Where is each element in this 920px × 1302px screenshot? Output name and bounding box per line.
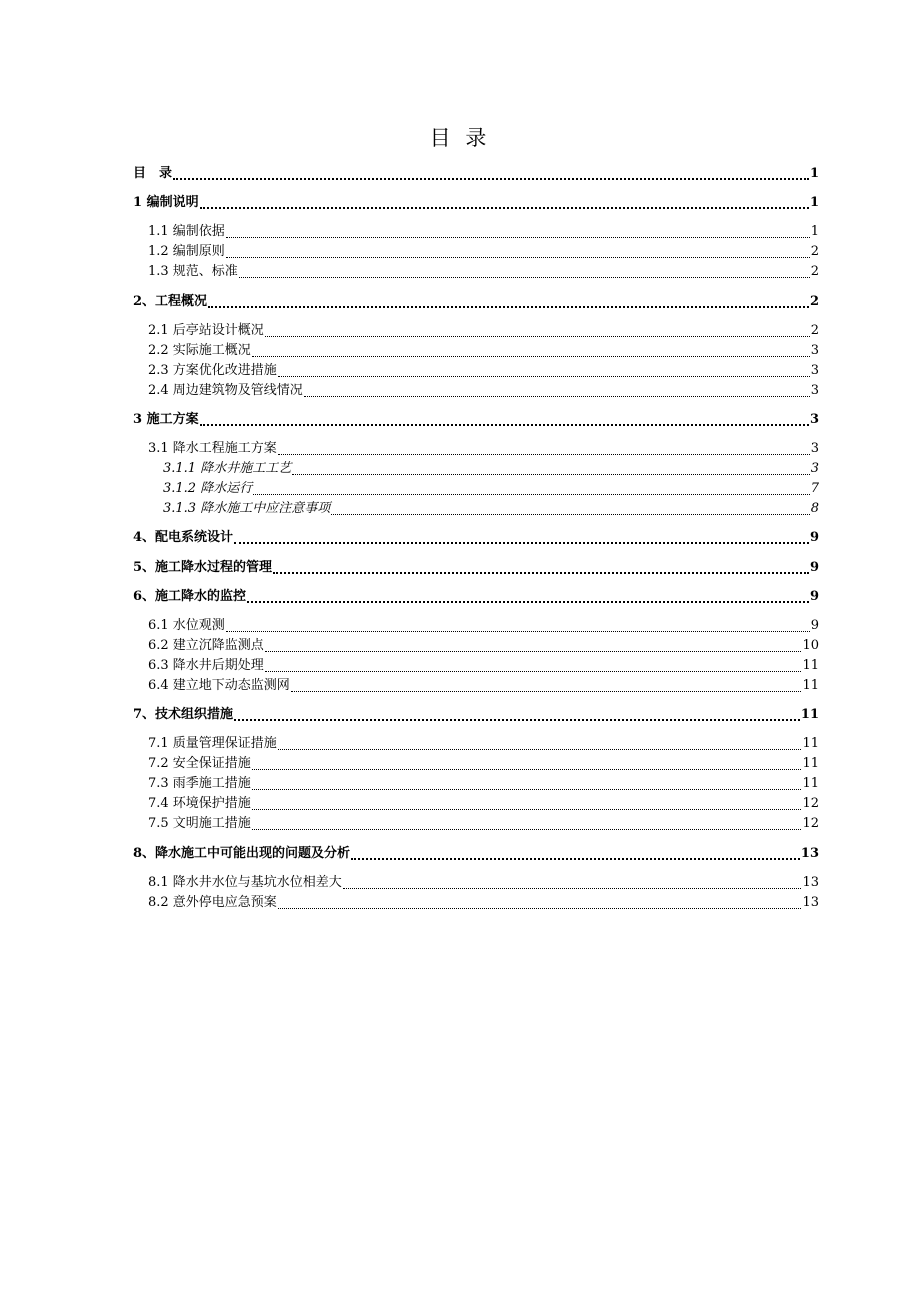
toc-entry[interactable] bbox=[133, 589, 819, 605]
toc-entry-label: 3.1.3 降水施工中应注意事项 bbox=[163, 501, 331, 516]
toc-entry[interactable] bbox=[163, 481, 819, 497]
toc-entry[interactable] bbox=[133, 412, 819, 428]
toc-leader-dots bbox=[173, 165, 809, 180]
toc-leader-dots bbox=[252, 816, 802, 830]
toc-entry-page: 2 bbox=[810, 244, 819, 259]
toc-entry-page: 1 bbox=[810, 224, 819, 239]
toc-entry-label: 2.1 后亭站设计概况 bbox=[148, 323, 264, 338]
toc-entry-page: 9 bbox=[810, 618, 819, 633]
toc-entry-label: 7.3 雨季施工措施 bbox=[148, 776, 251, 791]
toc-entry[interactable] bbox=[148, 383, 819, 399]
toc-entry-label: 1.2 编制原则 bbox=[148, 244, 225, 259]
toc-leader-dots bbox=[252, 796, 802, 810]
toc-leader-dots bbox=[292, 461, 810, 475]
toc-leader-dots bbox=[265, 323, 810, 337]
toc-entry-page: 1 bbox=[809, 166, 819, 181]
toc-entry[interactable] bbox=[148, 618, 819, 634]
toc-entry-label: 3 施工方案 bbox=[133, 412, 199, 427]
toc-leader-dots bbox=[265, 638, 802, 652]
toc-entry-page: 3 bbox=[810, 343, 819, 358]
toc-entry[interactable] bbox=[148, 796, 819, 812]
toc-leader-dots bbox=[273, 559, 809, 574]
toc-entry-page: 8 bbox=[810, 501, 819, 516]
toc-leader-dots bbox=[208, 293, 809, 308]
toc-entry-label: 7.2 安全保证措施 bbox=[148, 756, 251, 771]
toc-leader-dots bbox=[278, 895, 802, 909]
toc-entry-label: 6.3 降水井后期处理 bbox=[148, 658, 264, 673]
toc-leader-dots bbox=[200, 194, 809, 209]
toc-entry-page: 11 bbox=[802, 776, 819, 791]
toc-entry-page: 13 bbox=[802, 895, 819, 910]
toc-entry-label: 8、降水施工中可能出现的问题及分析 bbox=[133, 846, 351, 861]
toc-entry-label: 6、施工降水的监控 bbox=[133, 589, 247, 604]
toc-entry-page: 9 bbox=[809, 589, 819, 604]
toc-entry-label: 1.1 编制依据 bbox=[148, 224, 225, 239]
toc-leader-dots bbox=[304, 383, 810, 397]
toc-entry-label: 3.1 降水工程施工方案 bbox=[148, 441, 277, 456]
toc-entry-page: 12 bbox=[802, 816, 819, 831]
toc-entry-page: 12 bbox=[802, 796, 819, 811]
toc-entry-page: 13 bbox=[800, 846, 819, 861]
toc-entry[interactable] bbox=[148, 343, 819, 359]
toc-entry-label: 4、配电系统设计 bbox=[133, 530, 234, 545]
toc-entry[interactable] bbox=[148, 658, 819, 674]
toc-entry[interactable] bbox=[148, 816, 819, 832]
toc-entry-label: 8.1 降水井水位与基坑水位相差大 bbox=[148, 875, 342, 890]
toc-entry-page: 10 bbox=[802, 638, 819, 653]
toc-entry[interactable] bbox=[148, 756, 819, 772]
toc-entry-page: 11 bbox=[802, 756, 819, 771]
toc-entry[interactable] bbox=[148, 323, 819, 339]
toc-entry-label: 2.2 实际施工概况 bbox=[148, 343, 251, 358]
toc-entry-label: 6.4 建立地下动态监测网 bbox=[148, 678, 290, 693]
toc-entry[interactable] bbox=[133, 530, 819, 546]
toc-entry-label: 1.3 规范、标准 bbox=[148, 264, 238, 279]
toc-entry[interactable] bbox=[148, 678, 819, 694]
toc-leader-dots bbox=[331, 501, 810, 515]
toc-title: 目 录 bbox=[429, 126, 491, 150]
toc-leader-dots bbox=[291, 678, 802, 692]
toc-entry-label: 7.1 质量管理保证措施 bbox=[148, 736, 277, 751]
toc-leader-dots bbox=[351, 845, 800, 860]
toc-entry[interactable] bbox=[148, 244, 819, 260]
toc-entry[interactable] bbox=[163, 461, 819, 477]
toc-leader-dots bbox=[234, 706, 800, 721]
toc-entry-page: 3 bbox=[810, 383, 819, 398]
toc-entry[interactable] bbox=[148, 895, 819, 911]
toc-entry[interactable] bbox=[148, 638, 819, 654]
toc-entry-page: 11 bbox=[800, 707, 819, 722]
toc-entry[interactable] bbox=[148, 776, 819, 792]
toc-entry-label: 5、施工降水过程的管理 bbox=[133, 560, 273, 575]
toc-entry-page: 7 bbox=[810, 481, 819, 496]
toc-entry-page: 3 bbox=[810, 363, 819, 378]
toc-leader-dots bbox=[343, 875, 802, 889]
toc-entry-label: 7.4 环境保护措施 bbox=[148, 796, 251, 811]
toc-leader-dots bbox=[226, 244, 810, 258]
toc-entry-label: 3.1.2 降水运行 bbox=[163, 481, 253, 496]
toc-leader-dots bbox=[265, 658, 802, 672]
toc-entry[interactable] bbox=[133, 294, 819, 310]
toc-leader-dots bbox=[200, 411, 809, 426]
toc-entry-page: 3 bbox=[810, 441, 819, 456]
toc-entry-label: 6.1 水位观测 bbox=[148, 618, 225, 633]
toc-entry[interactable] bbox=[163, 501, 819, 517]
toc-leader-dots bbox=[278, 736, 802, 750]
toc-entry[interactable] bbox=[148, 736, 819, 752]
toc-entry[interactable] bbox=[133, 846, 819, 862]
toc-leader-dots bbox=[226, 618, 810, 632]
toc-entry-label: 7.5 文明施工措施 bbox=[148, 816, 251, 831]
toc-entry-page: 2 bbox=[810, 323, 819, 338]
toc-entry-page: 3 bbox=[809, 412, 819, 427]
toc-entry-label: 3.1.1 降水井施工工艺 bbox=[163, 461, 292, 476]
toc-entry-page: 3 bbox=[810, 461, 819, 476]
toc-entry[interactable] bbox=[148, 224, 819, 240]
toc-entry[interactable] bbox=[133, 166, 819, 182]
toc-entry[interactable] bbox=[148, 875, 819, 891]
toc-entry-page: 9 bbox=[809, 560, 819, 575]
toc-leader-dots bbox=[247, 588, 809, 603]
toc-leader-dots bbox=[278, 363, 810, 377]
toc-entry-label: 1 编制说明 bbox=[133, 195, 199, 210]
toc-entry-page: 1 bbox=[809, 195, 819, 210]
toc-entry-page: 13 bbox=[802, 875, 819, 890]
toc-entry-page: 2 bbox=[809, 294, 819, 309]
toc-entry-page: 11 bbox=[802, 678, 819, 693]
toc-entry[interactable] bbox=[133, 560, 819, 576]
toc-leader-dots bbox=[234, 529, 809, 544]
toc-leader-dots bbox=[226, 224, 810, 238]
toc-leader-dots bbox=[252, 776, 802, 790]
toc-leader-dots bbox=[252, 756, 802, 770]
toc-leader-dots bbox=[239, 264, 810, 278]
toc-entry[interactable] bbox=[148, 441, 819, 457]
toc-entry-label: 目 录 bbox=[133, 166, 173, 181]
toc-entry[interactable] bbox=[133, 707, 819, 723]
toc-entry-page: 11 bbox=[802, 658, 819, 673]
toc-entry-page: 2 bbox=[810, 264, 819, 279]
toc-entry-label: 8.2 意外停电应急预案 bbox=[148, 895, 277, 910]
toc-entry-label: 2.3 方案优化改进措施 bbox=[148, 363, 277, 378]
toc-entry-label: 6.2 建立沉降监测点 bbox=[148, 638, 264, 653]
toc-leader-dots bbox=[252, 343, 810, 357]
toc-entry-label: 2、工程概况 bbox=[133, 294, 208, 309]
toc-leader-dots bbox=[253, 481, 810, 495]
toc-entry[interactable] bbox=[148, 264, 819, 280]
toc-entry-page: 11 bbox=[802, 736, 819, 751]
toc-leader-dots bbox=[278, 441, 810, 455]
toc-entry-page: 9 bbox=[809, 530, 819, 545]
toc-entry-label: 2.4 周边建筑物及管线情况 bbox=[148, 383, 303, 398]
toc-entry-label: 7、技术组织措施 bbox=[133, 707, 234, 722]
toc-entry[interactable] bbox=[148, 363, 819, 379]
toc-entry[interactable] bbox=[133, 195, 819, 211]
